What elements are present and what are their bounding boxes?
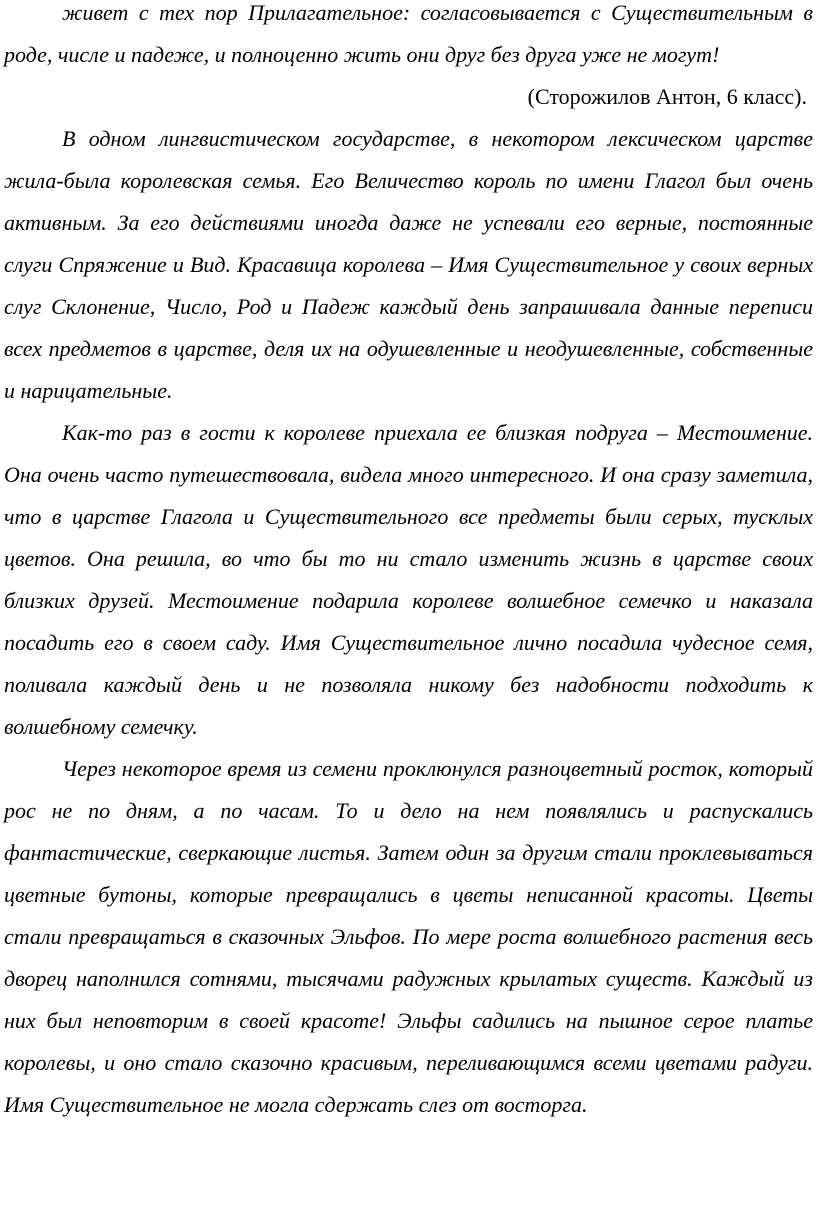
document-page [4,0,813,1126]
paragraph-magic-sprout: Через некоторое время из семени проклюнулся разноцветный росток, который рос не по дням, а по часам. То и дело на нем появлялись и распускались фантастические, сверкающие листья. Затем один за другим стали проклевываться цветные бутоны, которые превращались в цветы неписанной красоты. Цветы стали превращаться в сказочных Эльфов. По мере роста волшебного растения весь дворец наполнился сотнями, тысячами радужных крылатых существ. Каждый из них был неповторим в своей красоте! Эльфы садились на пышное серое платье королевы, и оно стало сказочно красивым, переливающимся всеми цветами радуги. Имя Существительное не могла сдержать слез от восторга. [4,756,813,1117]
paragraph-friend-visit: Как-то раз в гости к королеве приехала ее близкая подруга – Местоимение. Она очень часто путешествовала, видела много интересного. И она сразу заметила, что в царстве Глагола и Существительного все предметы были серых, тусклых цветов. Она решила, во что бы то ни стало изменить жизнь в царстве своих близких друзей. Местоимение подарила королеве волшебное семечко и наказала посадить его в своем саду. Имя Существительное лично посадила чудесное семя, поливала каждый день и не позволяла никому без надобности подходить к волшебному семечку. [4,420,813,739]
paragraph-continuation: живет с тех пор Прилагательное: согласовывается с Существительным в роде, числе и падеже, и полноценно жить они друг без друга уже не могут! [4,0,813,67]
author-signature: (Сторожилов Антон, 6 класс). [527,84,807,109]
paragraph-royal-family: В одном лингвистическом государстве, в некотором лексическом царстве жила-была королевская семья. Его Величество король по имени Глагол был очень активным. За его действиями иногда даже не успевали его верные, постоянные слуги Спряжение и Вид. Красавица королева – Имя Существительное у своих верных слуг Склонение, Число, Род и Падеж каждый день запрашивала данные переписи всех предметов в царстве, деля их на одушевленные и неодушевленные, собственные и нарицательные. [4,126,813,403]
